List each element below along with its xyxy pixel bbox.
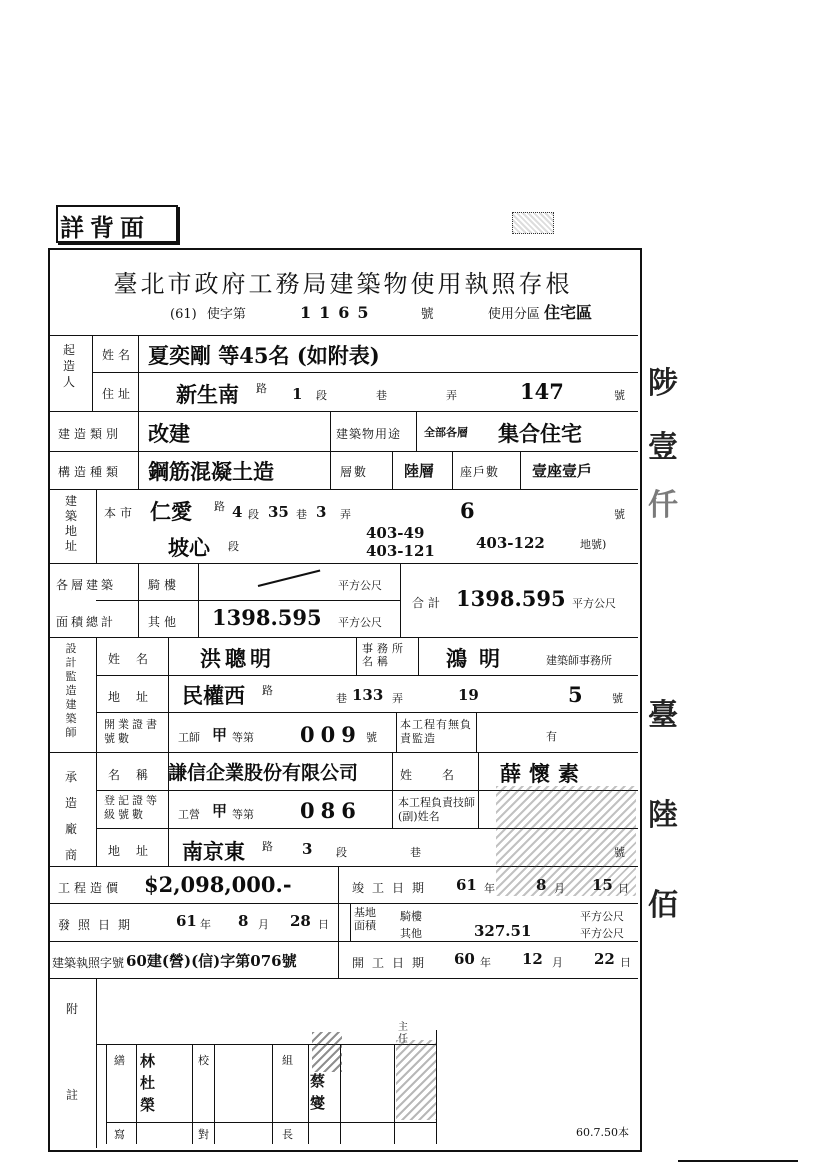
- site-lot-suffix: 地號): [580, 538, 607, 551]
- issue-yue: 月: [258, 918, 269, 931]
- site-lu: 路: [214, 500, 225, 513]
- area-label-bottom: 面積總計: [56, 615, 117, 629]
- applicant-addr-duan: 段: [316, 389, 327, 402]
- site-lane: 35: [268, 503, 289, 521]
- note-label: 註: [66, 1088, 83, 1102]
- architect-resp-label: 本工程有無負責監造: [400, 718, 472, 745]
- issue-year: 61: [176, 912, 197, 930]
- finish-yue: 月: [554, 882, 565, 895]
- architect-reg-prefix: 工師: [178, 731, 200, 744]
- contractor-addr-lu: 路: [262, 840, 273, 853]
- sign-name-1: 林杜榮: [140, 1052, 156, 1114]
- contractor-addr-duan: 段: [336, 846, 347, 859]
- site-lot-a: 403-49: [366, 524, 425, 542]
- units-label: 座戶數: [460, 465, 500, 479]
- signature-scribble-icon: [396, 1040, 436, 1120]
- applicant-addr-sec: 1: [292, 385, 303, 403]
- building-use: 集合住宅: [498, 421, 582, 446]
- start-day: 22: [594, 950, 615, 968]
- start-ri: 日: [620, 956, 631, 969]
- site-sec: 4: [232, 503, 243, 521]
- arcade-unit: 平方公尺: [338, 579, 382, 592]
- other-area-label: 其他: [148, 615, 181, 629]
- contractor-person-label: 姓名: [400, 768, 485, 782]
- contractor-reg-label: 登記證等級號數: [104, 794, 160, 821]
- zone: 住宅區: [543, 303, 592, 322]
- total-area-value: 1398.595: [456, 586, 566, 611]
- site-duan2: 段: [228, 540, 239, 553]
- architect-office-suffix: 建築師事務所: [546, 654, 612, 667]
- architect-reg-class: 甲: [212, 726, 228, 744]
- sign-label-4: 對: [198, 1128, 209, 1141]
- start-nian: 年: [480, 956, 491, 969]
- sign-name-2: 蔡燮: [310, 1072, 326, 1112]
- contractor-reg-no: 086: [300, 798, 362, 823]
- sign-label-1: 繕: [114, 1054, 125, 1067]
- site-lot-b: 403-121: [366, 542, 435, 560]
- sign-label-7: 主任: [398, 1022, 408, 1045]
- official-seal-icon: [496, 786, 636, 896]
- sign-label-3: 校: [198, 1054, 209, 1067]
- contractor-addr-road: 南京東: [182, 839, 245, 864]
- architect-addr-nong: 弄: [392, 692, 403, 705]
- edge-glyph-6: 佰: [648, 888, 678, 923]
- issue-nian: 年: [200, 918, 211, 931]
- site-arcade-unit: 平方公尺: [580, 910, 624, 923]
- architect-addr-hao: 號: [612, 692, 623, 705]
- applicant-name-label: 姓名: [102, 348, 135, 362]
- start-label: 開工日期: [352, 956, 433, 970]
- structure-label: 構造種類: [58, 465, 123, 479]
- sign-label-2: 寫: [114, 1128, 125, 1141]
- contractor-addr-hao: 號: [614, 846, 625, 859]
- architect-addr-lu: 路: [262, 684, 273, 697]
- site-area-value: 327.51: [474, 922, 532, 940]
- hao: 號: [420, 307, 434, 322]
- architect-addr-xiang: 巷: [336, 692, 347, 705]
- site-arcade-label: 騎樓: [400, 910, 422, 923]
- site-other-label: 其他: [400, 927, 422, 940]
- finish-label: 竣工日期: [352, 881, 433, 895]
- cost-label: 工程造價: [58, 881, 123, 895]
- contractor-reg-word: 等第: [232, 808, 254, 821]
- issue-month: 8: [238, 912, 249, 930]
- start-year: 60: [454, 950, 475, 968]
- site-city: 本市: [104, 506, 137, 520]
- detail-label: 詳背面: [60, 213, 150, 242]
- edge-glyph-5: 陸: [648, 798, 678, 833]
- construction-type: 改建: [148, 421, 190, 446]
- applicant-addr-road: 新生南: [176, 382, 239, 407]
- applicant-addr-label: 住址: [102, 387, 135, 401]
- contractor-person: 薛懷素: [500, 761, 587, 786]
- applicant-addr-xiang: 巷: [376, 389, 387, 402]
- architect-reg-label: 開業證書號數: [104, 718, 160, 745]
- architect-office: 鴻明: [446, 646, 512, 671]
- site-area-label: 基地面積: [354, 906, 376, 932]
- permit-value: 60建(營)(信)字第076號: [126, 952, 297, 970]
- contractor-tech-label: 本工程負責技師(副)姓名: [398, 796, 475, 823]
- permit-number-line: [170, 300, 592, 323]
- edge-glyph-2: 壹: [648, 430, 678, 465]
- seal-stamp-icon: [512, 212, 554, 234]
- units: 壹座壹戶: [532, 462, 593, 480]
- sign-label-6: 長: [282, 1128, 293, 1141]
- page-title: 臺北市政府工務局建築物使用執照存根: [113, 270, 573, 298]
- applicant-addr-nong: 弄: [446, 389, 457, 402]
- architect-addr-road: 民權西: [182, 683, 245, 708]
- architect-reg-word: 等第: [232, 731, 254, 744]
- edge-glyph-4: 臺: [648, 698, 678, 733]
- area-label-top: 各層建築: [56, 578, 117, 592]
- site-road: 仁愛: [150, 499, 192, 524]
- applicant-addr-no: 147: [520, 379, 564, 404]
- site-lot-c: 403-122: [476, 534, 545, 552]
- building-use-prefix: 全部各層: [424, 426, 468, 439]
- issue-ri: 日: [318, 918, 329, 931]
- architect-reg-hao: 號: [366, 731, 377, 744]
- start-month: 12: [522, 950, 543, 968]
- other-area-value: 1398.595: [212, 605, 322, 630]
- construction-type-label: 建造類別: [58, 427, 123, 441]
- issue-label: 發照日期: [58, 918, 139, 932]
- contractor-addr-xiang: 巷: [410, 846, 421, 859]
- architect-name-label: 姓名: [108, 652, 165, 666]
- contractor-addr-sec: 3: [302, 840, 313, 858]
- floors: 陸層: [404, 462, 435, 480]
- year: (61): [170, 307, 197, 322]
- site-xiang: 巷: [296, 508, 307, 521]
- structure: 鋼筋混凝土造: [148, 459, 274, 484]
- finish-ri: 日: [618, 882, 629, 895]
- edge-glyph-1: 陟: [648, 366, 678, 401]
- architect-addr-no: 5: [568, 682, 583, 707]
- footer-code: 60.7.50本: [576, 1126, 629, 1139]
- floors-label: 層數: [340, 465, 369, 479]
- finish-day: 15: [592, 876, 613, 894]
- cost-value: $2,098,000.-: [144, 872, 292, 897]
- attach-label: 附: [66, 1002, 83, 1016]
- site-section: 坡心: [168, 535, 210, 560]
- edge-rule: [678, 1160, 798, 1162]
- contractor-name: 謙信企業股份有限公司: [168, 762, 359, 784]
- zone-label: 使用分區: [487, 307, 540, 322]
- edge-glyph-3: 仟: [648, 488, 678, 523]
- permit-label: 建築執照字號: [52, 956, 125, 970]
- start-yue: 月: [552, 956, 563, 969]
- architect-reg-no: 009: [300, 722, 362, 747]
- use-word: 使字第: [206, 307, 246, 322]
- applicant-addr-lu: 路: [256, 382, 267, 395]
- permit-no: 1165: [299, 303, 377, 322]
- site-no: 6: [460, 498, 475, 523]
- arcade-label: 騎樓: [148, 578, 181, 592]
- contractor-reg-class: 甲: [212, 802, 228, 820]
- architect-resp: 有: [546, 730, 557, 743]
- finish-nian: 年: [484, 882, 495, 895]
- total-area-unit: 平方公尺: [572, 597, 616, 610]
- site-hao: 號: [614, 508, 625, 521]
- building-use-label: 建築物用途: [336, 427, 402, 441]
- site-label: 建築地址: [64, 494, 77, 553]
- architect-office-label: 事務所名稱: [362, 642, 407, 668]
- applicant-group-label: 起造人: [62, 343, 75, 389]
- contractor-reg-prefix: 工營: [178, 808, 200, 821]
- applicant-name: 夏奕剛 等45名 (如附表): [148, 343, 380, 368]
- site-alley: 3: [316, 503, 327, 521]
- site-other-unit: 平方公尺: [580, 927, 624, 940]
- architect-addr-label: 地址: [108, 690, 165, 704]
- issue-day: 28: [290, 912, 311, 930]
- site-nong: 弄: [340, 508, 351, 521]
- finish-month: 8: [536, 876, 547, 894]
- contractor-name-label: 名稱: [108, 768, 165, 782]
- sign-label-5: 組: [282, 1054, 293, 1067]
- approval-stamp-icon: [312, 1032, 342, 1072]
- other-area-unit: 平方公尺: [338, 616, 382, 629]
- total-area-label: 合計: [412, 596, 445, 610]
- architect-addr-alley: 19: [458, 686, 479, 704]
- architect-group-label: 設計監造建築師: [65, 642, 77, 739]
- architect-name: 洪聰明: [200, 646, 275, 671]
- contractor-addr-label: 地址: [108, 844, 165, 858]
- applicant-addr-hao: 號: [614, 389, 625, 402]
- contractor-group-label: 承造廠商: [64, 770, 77, 862]
- architect-addr-lane: 133: [352, 686, 384, 704]
- finish-year: 61: [456, 876, 477, 894]
- site-duan: 段: [248, 508, 259, 521]
